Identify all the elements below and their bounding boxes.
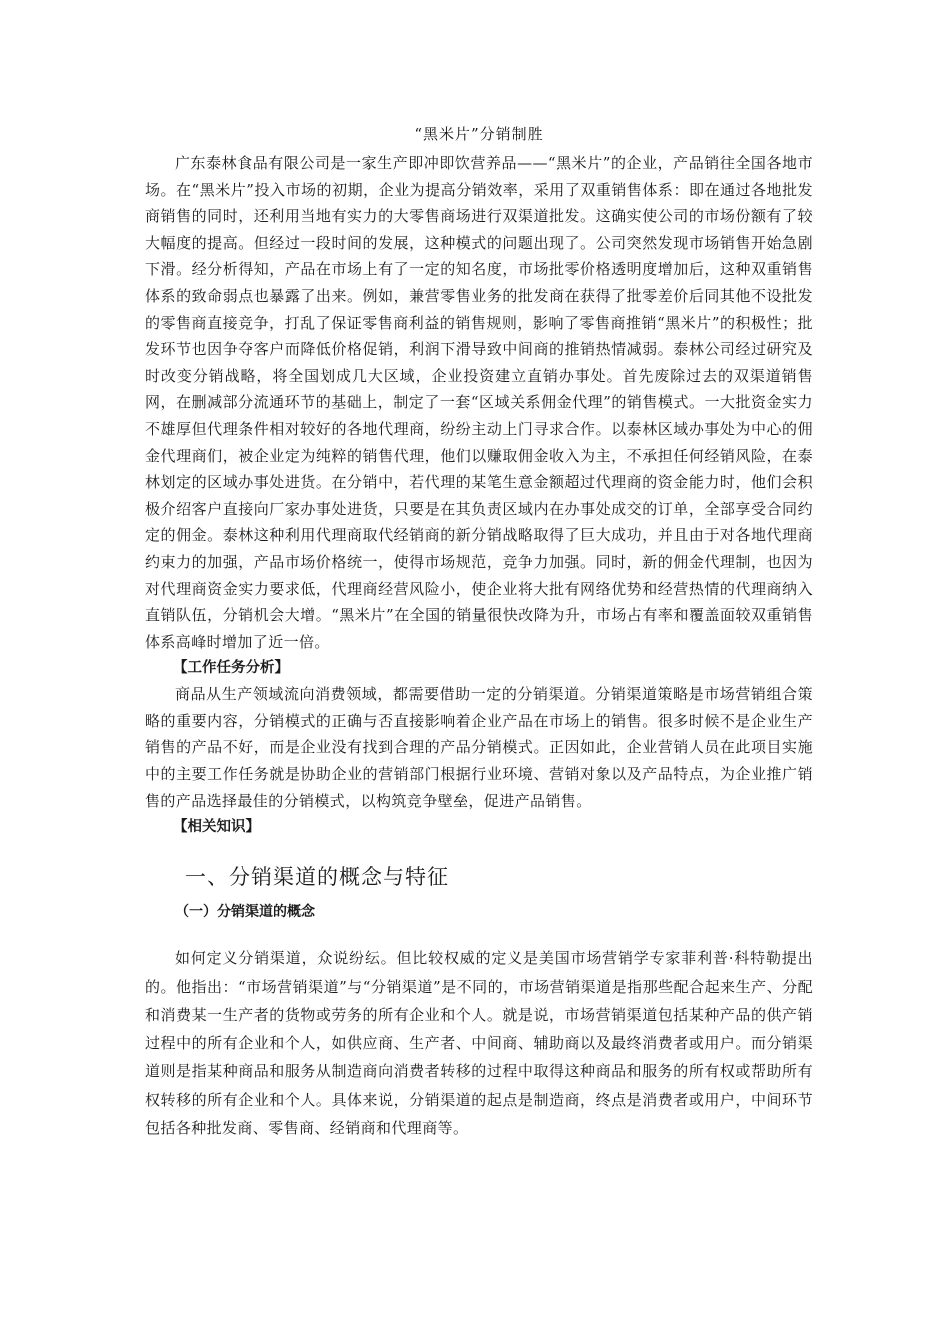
related-knowledge-label: 【相关知识】 <box>173 819 260 836</box>
case-paragraph: 广东泰林食品有限公司是一家生产即冲即饮营养品——“黑米片”的企业，产品销往全国各地市场。在“黑米片”投入市场的初期，企业为提高分销效率，采用了双重销售体系：即在通过各地批发商销售的同时，还利用当地有实力的大零售商场进行双渠道批发。这确实使公司的市场份额有了较大幅度的提高。但经过一段时间的发展，这种模式的问题出现了。公司突然发现市场销售开始急剧下滑。经分析得知，产品在市场上有了一定的知名度，市场批零价格透明度增加后，这种双重销售体系的致命弱点也暴露了出来。例如，兼营零售业务的批发商在获得了批零差价后同其他不设批发的零售商直接竞争，打乱了保证零售商利益的销售规则，影响了零售商推销“黑米片”的积极性；批发环节也因争夺客户而降低价格促销，利润下滑导致中间商的推销热情减弱。泰林公司经过研究及时改变分销战略，将全国划成几大区域，企业投资建立直销办事处。首先废除过去的双渠道销售网，在删减部分流通环节的基础上，制定了一套“区域关系佣金代理”的销售模式。一大批资金实力不雄厚但代理条件相对较好的各地代理商，纷纷主动上门寻求合作。以泰林区域办事处为中心的佣金代理商们，被企业定为纯粹的销售代理，他们以赚取佣金收入为主，不承担任何经销风险，在泰林划定的区域办事处进货。在分销中，若代理的某笔生意金额超过代理商的资金能力时，他们会积极介绍客户直接向厂家办事处进货，只要是在其负责区域内在办事处成交的订单，全部享受合同约定的佣金。泰林这种利用代理商取代经销商的新分销战略取得了巨大成功，并且由于对各地代理商约束力的加强，产品市场价格统一，使得市场规范，竞争力加强。同时，新的佣金代理制，也因为对代理商资金实力要求低，代理商经营风险小，使企业将大批有网络优势和经营热情的代理商纳入直销队伍，分销机会大增。“黑米片”在全国的销量很快改降为升，市场占有率和覆盖面较双重销售体系高峰时增加了近一倍。 <box>145 154 813 651</box>
subsection-heading: （一）分销渠道的概念 <box>175 904 315 921</box>
task-analysis-label: 【工作任务分析】 <box>173 660 289 677</box>
concept-paragraph: 如何定义分销渠道，众说纷纭。但比较权威的定义是美国市场营销学专家菲利普·科特勒提出的。他指出：“市场营销渠道”与“分销渠道”是不同的，市场营销渠道是指那些配合起来生产、分配和消费某一生产者的货物或劳务的所有企业和个人。就是说，市场营销渠道包括某种产品的供产销过程中的所有企业和个人，如供应商、生产者、中间商、辅助商以及最终消费者或用户。而分销渠道则是指某种商品和服务从制造商向消费者转移的过程中取得这种商品和服务的所有权或帮助所有权转移的所有企业和个人。具体来说，分销渠道的起点是制造商，终点是消费者或用户，中间环节包括各种批发商、零售商、经销商和代理商等。 <box>145 949 813 1138</box>
section-heading: 一、分销渠道的概念与特征 <box>185 865 449 890</box>
document-body <box>145 122 813 1142</box>
document-title: “黑米片”分销制胜 <box>414 125 544 143</box>
task-analysis-paragraph: 商品从生产领域流向消费领域，都需要借助一定的分销渠道。分销渠道策略是市场营销组合策略的重要内容，分销模式的正确与否直接影响着企业产品在市场上的销售。很多时候不是企业生产销售的产品不好，而是企业没有找到合理的产品分销模式。正因如此，企业营销人员在此项目实施中的主要工作任务就是协助企业的营销部门根据行业环境、营销对象以及产品特点，为企业推广销售的产品选择最佳的分销模式，以构筑竞争壁垒，促进产品销售。 <box>145 685 813 810</box>
